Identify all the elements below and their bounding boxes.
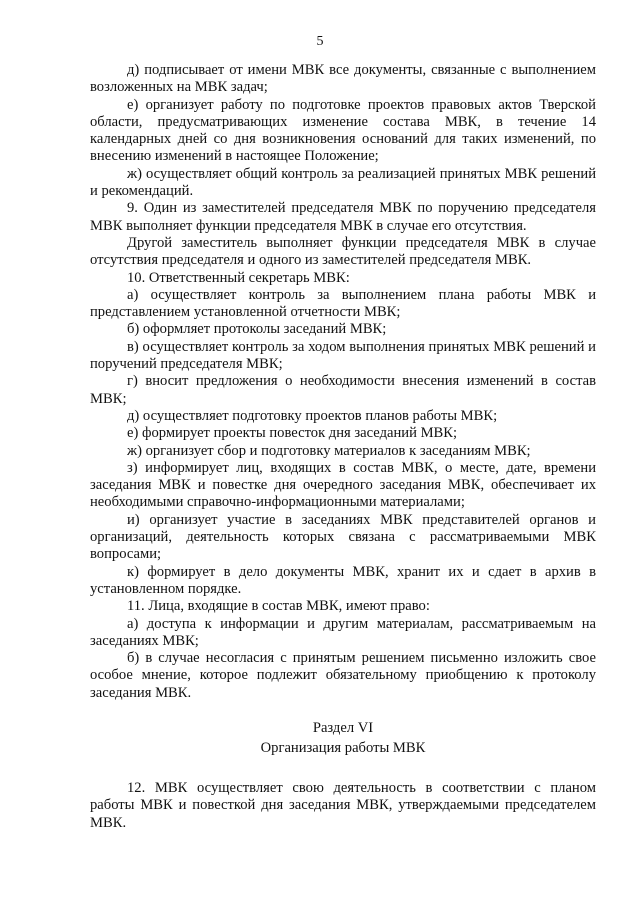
paragraph: в) осуществляет контроль за ходом выполнения принятых МВК решений и поручений председателя МВК; xyxy=(90,338,596,373)
section-number: Раздел VI xyxy=(312,719,374,736)
paragraph: 11. Лица, входящие в состав МВК, имеют право: xyxy=(127,598,430,615)
section-heading xyxy=(90,718,596,758)
paragraph: е) организует работу по подготовке проектов правовых актов Тверской области, предусматривающих изменение состава МВК, в течение 14 календарных дней со дня возникновения оснований для таких изменений, по внесению изменений в настоящее Положение; xyxy=(90,96,596,165)
paragraph: д) осуществляет подготовку проектов планов работы МВК; xyxy=(127,407,498,424)
paragraph: а) осуществляет контроль за выполнением плана работы МВК и представлением установленной отчетности МВК; xyxy=(90,286,596,321)
paragraph: ж) осуществляет общий контроль за реализацией принятых МВК решений и рекомендаций. xyxy=(90,165,596,200)
paragraph: и) организует участие в заседаниях МВК представителей органов и организаций, деятельность которых связана с рассматриваемыми МВК вопросами; xyxy=(90,511,596,563)
paragraph: 9. Один из заместителей председателя МВК по поручению председателя МВК выполняет функции председателя МВК в случае его отсутствия. xyxy=(90,200,596,234)
paragraph: б) в случае несогласия с принятым решением письменно изложить свое особое мнение, которое подлежит обязательному приобщению к протоколу заседания МВК. xyxy=(90,650,596,701)
paragraph: з) информирует лиц, входящих в состав МВК, о месте, дате, времени заседания МВК и повестке дня очередного заседания МВК, обеспечивает их необходимыми справочно-информационными материалами; xyxy=(90,459,596,511)
paragraph: е) формирует проекты повесток дня заседаний МВК; xyxy=(127,425,458,442)
paragraph: ж) организует сбор и подготовку материалов к заседаниям МВК; xyxy=(127,442,531,459)
paragraph: 12. МВК осуществляет свою деятельность в соответствии с планом работы МВК и повесткой дня заседания МВК, утверждаемыми председателем МВК. xyxy=(90,779,596,831)
section-title: Организация работы МВК xyxy=(260,739,426,756)
paragraph: б) оформляет протоколы заседаний МВК; xyxy=(127,321,387,338)
page-number: 5 xyxy=(316,34,324,49)
paragraph: 10. Ответственный секретарь МВК: xyxy=(127,269,350,286)
paragraph: а) доступа к информации и другим материалам, рассматриваемым на заседаниях МВК; xyxy=(90,615,596,649)
paragraph: г) вносит предложения о необходимости внесения изменений в состав МВК; xyxy=(90,373,596,407)
paragraph: Другой заместитель выполняет функции председателя МВК в случае отсутствия председателя и одного из заместителей председателя МВК. xyxy=(90,234,596,269)
document-body xyxy=(90,62,596,832)
paragraph: д) подписывает от имени МВК все документы, связанные с выполнением возложенных на МВК задач; xyxy=(90,62,596,96)
paragraph: к) формирует в дело документы МВК, хранит их и сдает в архив в установленном порядке. xyxy=(90,563,596,597)
